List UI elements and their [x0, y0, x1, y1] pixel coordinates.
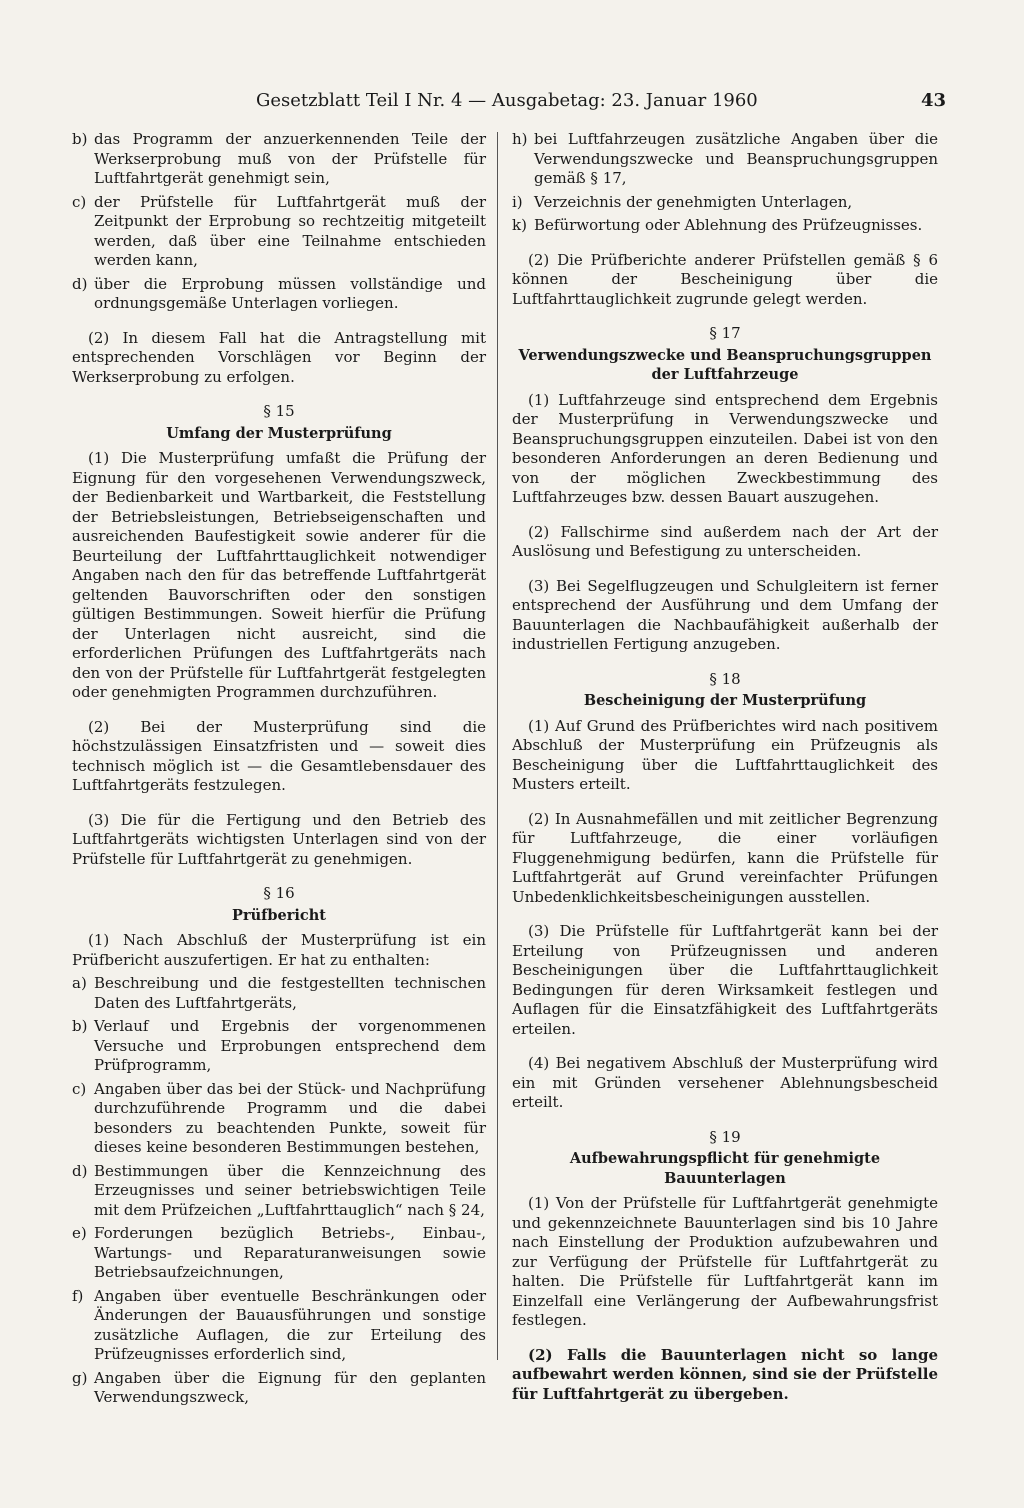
- paragraph: (1) Die Musterprüfung umfaßt die Prüfung der Eignung für den vorgesehenen Verwendungszweck, der Bedienbarkeit und Wartbarkeit, die Feststellung der Betriebsleistungen, Betriebseigenschaften und ausreichenden Baufestigkeit sowie anderer für die Beurteilung der Luftfahrttauglichkeit notwendiger Angaben nach den für das betreffende Luftfahrtgerät geltenden Bauvorschriften oder den sonstigen gültigen Bestimmungen. Soweit hierfür die Prüfung der Unterlagen nicht ausreicht, sind die erforderlichen Prüfungen des Luftfahrtgeräts nach den von der Prüfstelle für Luftfahrtgerät festgelegten oder genehmigten Programmen durchzuführen.: [72, 449, 486, 701]
- item-text: Verzeichnis der genehmigten Unterlagen,: [534, 192, 853, 211]
- section-number: § 15: [263, 402, 295, 420]
- item-text: über die Erprobung müssen vollständige und ordnungsgemäße Unterlagen vorliegen.: [94, 274, 486, 312]
- paragraph: (3) Die für die Fertigung und den Betrieb des Luftfahrtgeräts wichtigsten Unterlagen sind von der Prüfstelle für Luftfahrtgerät zu genehmigen.: [72, 810, 486, 868]
- section-heading: Aufbewahrungspflicht für genehmigte Bauunterlagen: [569, 1150, 881, 1187]
- item-text: Beschreibung und die festgestellten technischen Daten des Luftfahrtgeräts,: [94, 974, 486, 1012]
- left-column: [72, 130, 486, 1412]
- list-item: [72, 1017, 486, 1076]
- item-text: das Programm der anzuerkennenden Teile der Werkserprobung muß von der Prüfstelle für Luftfahrtgerät genehmigt sein,: [94, 130, 486, 187]
- paragraph: (2) Bei der Musterprüfung sind die höchstzulässigen Einsatzfristen und — soweit dies technisch möglich ist — die Gesamtlebensdauer des Luftfahrtgeräts festzulegen.: [72, 717, 486, 794]
- right-column: [512, 130, 938, 1419]
- item-text: der Prüfstelle für Luftfahrtgerät muß der Zeitpunkt der Erprobung so rechtzeitig mitgeteilt werden, daß über eine Teilnahme entschieden werden kann,: [94, 192, 486, 269]
- list-item: [72, 275, 486, 314]
- paragraph: (3) Bei Segelflugzeugen und Schulgleitern ist ferner entsprechend der Ausführung und dem Umfang der Bauunterlagen die Nachbaufähigkeit außerhalb der industriellen Fertigung anzugeben.: [512, 576, 938, 653]
- paragraph: (2) In Ausnahmefällen und mit zeitlicher Begrenzung für Luftfahrzeuge, die einer vorläufigen Fluggenehmigung bedürfen, kann die Prüfstelle für Luftfahrtgerät auf Grund vereinfachter Prüfungen Unbedenklichkeitsbescheinigungen ausstellen.: [512, 809, 938, 906]
- section-heading: Verwendungszwecke und Beanspruchungsgruppen der Luftfahrzeuge: [518, 346, 932, 383]
- item-label: d): [72, 274, 88, 293]
- paragraph: (1) Von der Prüfstelle für Luftfahrtgerät genehmigte und gekennzeichnete Bauunterlagen sind bis 10 Jahre nach Einstellung der Produktion aufzubewahren und zur Verfügung der Prüfstelle für Luftfahrtgerät zu halten. Die Prüfstelle für Luftfahrtgerät kann im Einzelfall eine Verlängerung der Aufbewahrungsfrist festlegen.: [512, 1194, 938, 1329]
- section-number: § 19: [709, 1127, 741, 1146]
- section-heading: Prüfbericht: [232, 906, 326, 924]
- list-item: [512, 216, 938, 236]
- section-number: § 17: [709, 324, 741, 342]
- paragraph: (2) Fallschirme sind außerdem nach der Art der Auslösung und Befestigung zu unterscheiden.: [512, 522, 938, 560]
- item-label: e): [72, 1224, 87, 1242]
- section-heading: Bescheinigung der Musterprüfung: [583, 692, 867, 709]
- item-label: f): [72, 1286, 84, 1305]
- item-label: g): [72, 1368, 88, 1387]
- item-label: c): [72, 192, 87, 211]
- paragraph: (4) Bei negativem Abschluß der Musterprüfung wird ein mit Gründen versehener Ablehnungsbescheid erteilt.: [512, 1054, 938, 1111]
- item-text: bei Luftfahrzeugen zusätzliche Angaben über die Verwendungszwecke und Beanspruchungsgruppen gemäß § 17,: [534, 130, 938, 187]
- item-text: Forderungen bezüglich Betriebs-, Einbau-, Wartungs- und Reparaturanweisungen sowie Betriebsaufzeichnungen,: [94, 1224, 486, 1281]
- item-text: Bestimmungen über die Kennzeichnung des Erzeugnisses und seiner betriebswichtigen Teile mit dem Prüfzeichen „Luftfahrttauglich“ nach § 24,: [94, 1161, 486, 1219]
- item-label: d): [72, 1161, 88, 1180]
- list-item: [72, 1369, 486, 1408]
- item-label: b): [72, 1017, 88, 1035]
- page-header: [256, 90, 946, 116]
- paragraph: (3) Die Prüfstelle für Luftfahrtgerät kann bei der Erteilung von Prüfzeugnissen und anderen Bescheinigungen über die Luftfahrttauglichkeit Bedingungen für deren Wirksamkeit festlegen und Auflagen für die Einsatzfähigkeit des Luftfahrtgeräts erteilen.: [512, 922, 938, 1038]
- paragraph: (1) Nach Abschluß der Musterprüfung ist ein Prüfbericht auszufertigen. Er hat zu enthalten:: [72, 931, 486, 969]
- item-label: c): [72, 1079, 87, 1098]
- item-text: Angaben über das bei der Stück- und Nachprüfung durchzuführende Programm und die dabei besonders zu beachtenden Punkte, soweit für dieses keine besonderen Bestimmungen bestehen,: [94, 1079, 486, 1156]
- item-label: h): [512, 130, 528, 148]
- list-item: [72, 974, 486, 1013]
- section-heading: Umfang der Musterprüfung: [166, 424, 392, 442]
- list-item: [72, 130, 486, 189]
- list-item: [72, 1287, 486, 1365]
- item-label: a): [72, 974, 87, 992]
- list-item: [72, 1224, 486, 1283]
- paragraph: (2) In diesem Fall hat die Antragstellung mit entsprechenden Vorschlägen vor Beginn der Werkserprobung zu erfolgen.: [72, 328, 486, 386]
- paragraph: (2) Die Prüfberichte anderer Prüfstellen gemäß § 6 können der Bescheinigung über die Luftfahrttauglichkeit zugrunde gelegt werden.: [512, 250, 938, 308]
- column-divider: [497, 132, 498, 1360]
- item-text: Angaben über eventuelle Beschränkungen oder Änderungen der Bauausführungen und sonstige zusätzliche Auflagen, die zur Erteilung des Prüfzeugnisses erforderlich sind,: [94, 1286, 486, 1363]
- item-label: k): [512, 216, 527, 234]
- header-title: Gesetzblatt Teil I Nr. 4 — Ausgabetag: 23. Januar 1960: [256, 90, 758, 111]
- list-item: [512, 130, 938, 189]
- paragraph: (1) Luftfahrzeuge sind entsprechend dem Ergebnis der Musterprüfung in Verwendungszwecke und Beanspruchungsgruppen einzuteilen. Dabei ist von den besonderen Anforderungen an deren Bedienung und von der möglichen Zweckbestimmung des Luftfahrzeuges bzw. dessen Bauart auszugehen.: [512, 390, 938, 506]
- list-item: [72, 1162, 486, 1221]
- page-number: 43: [920, 90, 946, 111]
- item-label: b): [72, 130, 88, 148]
- item-text: Angaben über die Eignung für den geplanten Verwendungszweck,: [94, 1368, 486, 1406]
- list-item: [512, 193, 938, 213]
- item-text: Verlauf und Ergebnis der vorgenommenen Versuche und Erprobungen entsprechend dem Prüfprogramm,: [94, 1017, 486, 1074]
- section-number: § 16: [263, 884, 295, 902]
- item-text: Befürwortung oder Ablehnung des Prüfzeugnisses.: [534, 216, 923, 234]
- list-item: [72, 1080, 486, 1158]
- paragraph: (1) Auf Grund des Prüfberichtes wird nach positivem Abschluß der Musterprüfung ein Prüfzeugnis als Bescheinigung über die Luftfahrttauglichkeit des Musters erteilt.: [512, 716, 938, 793]
- list-item: [72, 193, 486, 271]
- item-label: i): [512, 192, 523, 211]
- section-number: § 18: [709, 669, 741, 688]
- paragraph: (2) Falls die Bauunterlagen nicht so lange aufbewahrt werden können, sind sie der Prüfstelle für Luftfahrtgerät zu übergeben.: [512, 1345, 938, 1403]
